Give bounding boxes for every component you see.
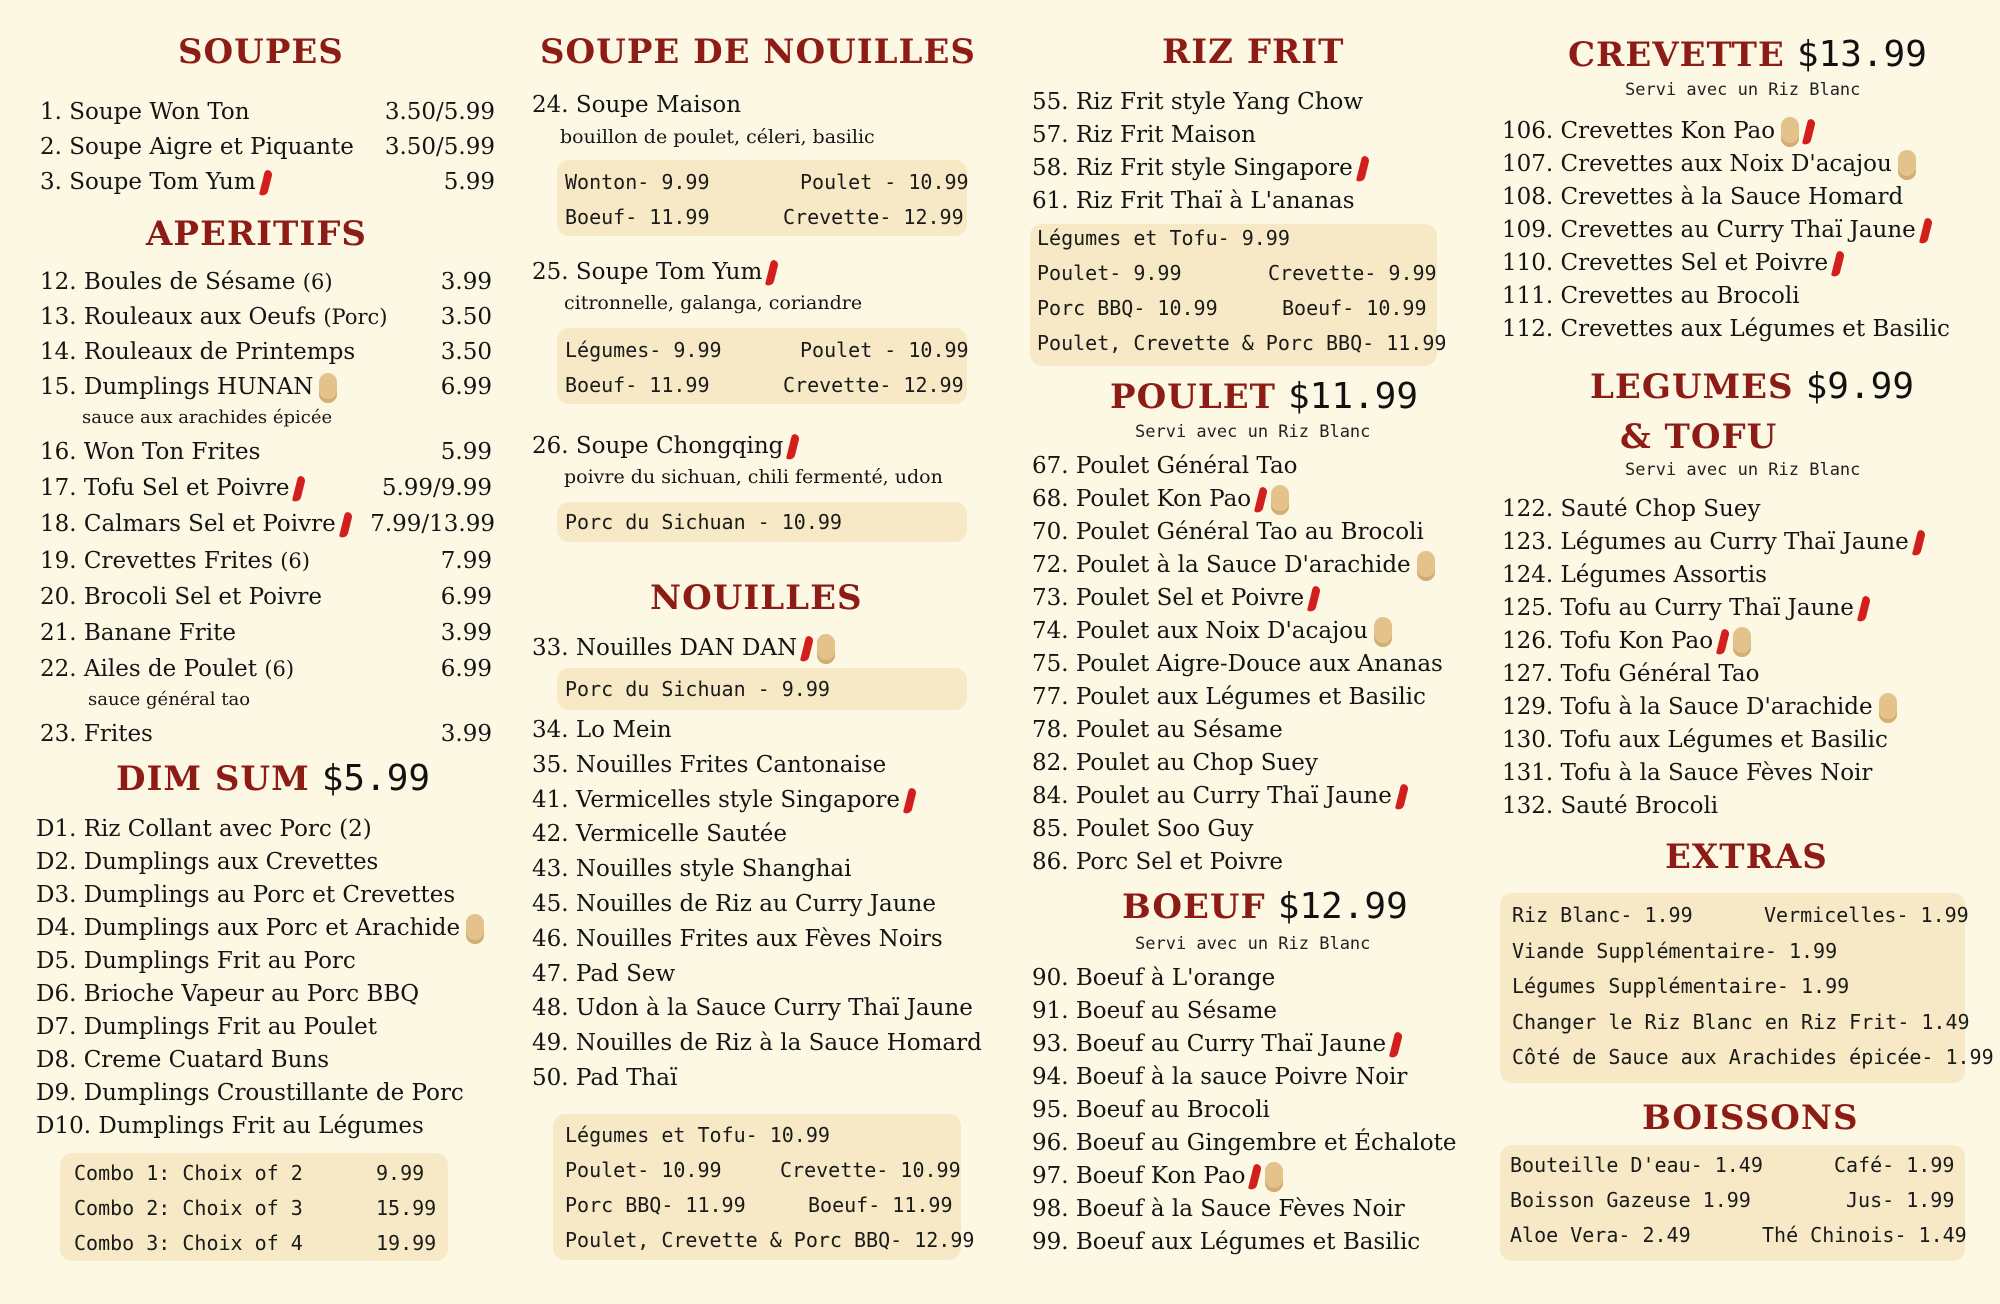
menu-item: 35. Nouilles Frites Cantonaise (532, 751, 887, 778)
menu-item: D4. Dumplings aux Porc et Arachide (36, 912, 484, 944)
menu-item: 41. Vermicelles style Singapore (532, 784, 914, 816)
menu-item: 15. Dumplings HUNAN 6.99 (40, 371, 492, 403)
menu-item: 68. Poulet Kon Pao (1032, 483, 1289, 515)
option: Vermicelles- 1.99 (1764, 903, 1969, 927)
legumes-heading: LEGUMES $9.99 (1590, 366, 1914, 407)
menu-item: 26. Soupe Chongqing (532, 430, 797, 462)
chili-icon (786, 433, 800, 460)
menu-item: 106. Crevettes Kon Pao (1502, 115, 1813, 147)
option: Wonton- 9.99 (565, 170, 710, 194)
menu-item: 112. Crevettes aux Légumes et Basilic (1502, 316, 1950, 342)
option: Légumes- 9.99 (565, 338, 722, 362)
option: Poulet- 9.99 (1037, 261, 1182, 285)
item-description: bouillon de poulet, céleri, basilic (560, 126, 875, 148)
menu-item: 42. Vermicelle Sautée (532, 821, 788, 848)
menu-item: 86. Porc Sel et Poivre (1032, 849, 1284, 875)
option: Boeuf- 11.99 (565, 373, 710, 397)
menu-item: 45. Nouilles de Riz au Curry Jaune (532, 891, 936, 917)
menu-item: 22. Ailes de Poulet (6) 6.99 (40, 656, 492, 682)
menu-item: 75. Poulet Aigre-Douce aux Ananas (1032, 651, 1443, 677)
option: Jus- 1.99 (1846, 1188, 1955, 1212)
menu-item: 34. Lo Mein (532, 717, 672, 743)
boissons-heading: BOISSONS (1642, 1098, 1859, 1138)
menu-item: 122. Sauté Chop Suey (1502, 496, 1761, 522)
menu-item: 108. Crevettes à la Sauce Homard (1502, 184, 1904, 210)
menu-item: 2. Soupe Aigre et Piquante 3.50/5.99 (40, 134, 495, 160)
peanut-icon (1781, 117, 1799, 147)
menu-item: 85. Poulet Soo Guy (1032, 816, 1254, 842)
menu-item: 49. Nouilles de Riz à la Sauce Homard (532, 1030, 982, 1057)
option: Crevette- 9.99 (1268, 261, 1437, 285)
menu-item: 111. Crevettes au Brocoli (1502, 283, 1800, 309)
chili-icon (292, 475, 306, 502)
peanut-icon (1879, 693, 1897, 723)
menu-item: 130. Tofu aux Légumes et Basilic (1502, 727, 1888, 753)
menu-item: D9. Dumplings Croustillante de Porc (36, 1080, 464, 1106)
option: Porc BBQ- 11.99 (565, 1193, 746, 1217)
option: Boeuf- 11.99 (565, 205, 710, 229)
option: Boeuf- 11.99 (808, 1193, 953, 1217)
menu-item: 50. Pad Thaï (532, 1065, 678, 1091)
chili-icon (339, 511, 353, 538)
menu-item: D3. Dumplings au Porc et Crevettes (36, 882, 456, 908)
menu-item: 47. Pad Sew (532, 960, 676, 987)
menu-item: 14. Rouleaux de Printemps 3.50 (40, 339, 492, 365)
item-note: sauce aux arachides épicée (82, 407, 333, 428)
menu-item: 82. Poulet au Chop Suey (1032, 750, 1318, 776)
menu-item: 46. Nouilles Frites aux Fèves Noirs (532, 925, 943, 952)
option: Riz Blanc- 1.99 (1512, 903, 1693, 927)
menu-item: 55. Riz Frit style Yang Chow (1032, 89, 1364, 115)
option: Changer le Riz Blanc en Riz Frit- 1.49 (1512, 1009, 1970, 1034)
menu-item: 24. Soupe Maison (532, 92, 742, 118)
menu-item: 97. Boeuf Kon Pao (1032, 1160, 1283, 1192)
chili-icon (1919, 217, 1933, 244)
option: Crevette- 12.99 (783, 205, 964, 229)
chili-icon (1307, 585, 1321, 612)
option: Bouteille D'eau- 1.49 (1510, 1153, 1763, 1177)
menu-item: 91. Boeuf au Sésame (1032, 998, 1278, 1024)
menu-item: 96. Boeuf au Gingembre et Échalote (1032, 1130, 1457, 1156)
menu-item: 19. Crevettes Frites (6) 7.99 (40, 548, 492, 574)
menu-item: 98. Boeuf à la Sauce Fèves Noir (1032, 1196, 1405, 1222)
chili-icon (1802, 118, 1816, 145)
menu-item: 127. Tofu Général Tao (1502, 661, 1760, 687)
option: Combo 2: Choix of 3 (74, 1196, 303, 1220)
option: Poulet- 10.99 (565, 1158, 722, 1182)
peanut-icon (319, 373, 337, 403)
option: Viande Supplémentaire- 1.99 (1512, 938, 1838, 963)
legumes-subtitle: Servi avec un Riz Blanc (1625, 460, 1861, 480)
menu-item: 57. Riz Frit Maison (1032, 122, 1256, 148)
menu-item: 110. Crevettes Sel et Poivre (1502, 247, 1842, 279)
option: Boisson Gazeuse 1.99 (1510, 1188, 1751, 1212)
menu-item: 74. Poulet aux Noix D'acajou (1032, 615, 1392, 647)
item-description: citronnelle, galanga, coriandre (564, 292, 863, 314)
menu-item: 126. Tofu Kon Pao (1502, 625, 1751, 657)
menu-item: 3. Soupe Tom Yum 5.99 (40, 169, 495, 195)
soupes-heading: SOUPES (178, 32, 344, 72)
peanut-icon (1271, 485, 1289, 515)
chili-icon (800, 635, 814, 662)
menu-item: 131. Tofu à la Sauce Fèves Noir (1502, 760, 1873, 786)
menu-item: 13. Rouleaux aux Oeufs (Porc) 3.50 (40, 304, 492, 330)
menu-item: D10. Dumplings Frit au Légumes (36, 1113, 424, 1139)
menu-item: D1. Riz Collant avec Porc (2) (36, 816, 372, 842)
option: 15.99 (376, 1196, 437, 1220)
chili-icon (903, 787, 917, 814)
menu-item: 43. Nouilles style Shanghai (532, 856, 852, 883)
peanut-icon (466, 914, 484, 944)
menu-item: 125. Tofu au Curry Thaï Jaune (1502, 592, 1868, 624)
menu-item: 67. Poulet Général Tao (1032, 453, 1298, 479)
boeuf-subtitle: Servi avec un Riz Blanc (1135, 934, 1371, 954)
peanut-icon (1733, 627, 1751, 657)
menu-item: 58. Riz Frit style Singapore (1032, 152, 1367, 184)
aperitifs-heading: APERITIFS (146, 214, 367, 254)
option: Poulet, Crevette & Porc BBQ- 11.99 (1037, 331, 1447, 355)
menu-item: 17. Tofu Sel et Poivre 5.99/9.99 (40, 475, 492, 501)
peanut-icon (1417, 551, 1435, 581)
option: Combo 3: Choix of 4 (74, 1231, 303, 1255)
option: Porc BBQ- 10.99 (1037, 296, 1218, 320)
crevette-subtitle: Servi avec un Riz Blanc (1625, 80, 1861, 100)
chili-icon (1248, 1163, 1262, 1190)
menu-item: D5. Dumplings Frit au Porc (36, 948, 356, 974)
chili-icon (1912, 529, 1926, 556)
menu-item: 124. Légumes Assortis (1502, 562, 1767, 588)
peanut-icon (817, 634, 835, 664)
menu-item: 20. Brocoli Sel et Poivre 6.99 (40, 584, 492, 610)
menu-item: 94. Boeuf à la sauce Poivre Noir (1032, 1064, 1408, 1090)
menu-item: 73. Poulet Sel et Poivre (1032, 582, 1318, 614)
menu-item: D6. Brioche Vapeur au Porc BBQ (36, 981, 420, 1007)
riz-frit-heading: RIZ FRIT (1162, 32, 1345, 72)
chili-icon (1254, 486, 1268, 513)
option: Poulet - 10.99 (800, 338, 969, 362)
menu-item: 99. Boeuf aux Légumes et Basilic (1032, 1229, 1421, 1255)
option: Café- 1.99 (1834, 1153, 1955, 1177)
menu-item: D7. Dumplings Frit au Poulet (36, 1014, 377, 1040)
option: 9.99 (376, 1161, 425, 1185)
chili-icon (1716, 628, 1730, 655)
option: Poulet, Crevette & Porc BBQ- 12.99 (565, 1228, 975, 1252)
menu-item: 90. Boeuf à L'orange (1032, 965, 1276, 991)
menu-item: D2. Dumplings aux Crevettes (36, 849, 379, 875)
dimsum-heading: DIM SUM $5.99 (116, 758, 431, 799)
chili-icon (1831, 250, 1845, 277)
menu-item: 132. Sauté Brocoli (1502, 793, 1719, 819)
option: Crevette- 12.99 (783, 373, 964, 397)
legumes-heading-2: & TOFU (1620, 417, 1778, 457)
item-note: sauce général tao (88, 689, 251, 710)
option: Crevette- 10.99 (780, 1158, 961, 1182)
option: Porc du Sichuan - 9.99 (565, 677, 830, 701)
option: 19.99 (376, 1231, 437, 1255)
option: Porc du Sichuan - 10.99 (565, 510, 842, 534)
option: Aloe Vera- 2.49 (1510, 1223, 1691, 1247)
menu-item: 123. Légumes au Curry Thaï Jaune (1502, 526, 1923, 558)
menu-item: 70. Poulet Général Tao au Brocoli (1032, 519, 1424, 545)
extras-heading: EXTRAS (1665, 837, 1828, 877)
poulet-subtitle: Servi avec un Riz Blanc (1135, 422, 1371, 442)
menu-item: 18. Calmars Sel et Poivre 7.99/13.99 (40, 511, 495, 537)
menu-item: 78. Poulet au Sésame (1032, 717, 1283, 743)
soupe-nouilles-heading: SOUPE DE NOUILLES (540, 32, 976, 72)
menu-item: 1. Soupe Won Ton 3.50/5.99 (40, 99, 495, 125)
peanut-icon (1898, 150, 1916, 180)
menu-item: 21. Banane Frite 3.99 (40, 620, 492, 646)
menu-item: 77. Poulet aux Légumes et Basilic (1032, 684, 1426, 710)
menu-item: 23. Frites 3.99 (40, 721, 492, 747)
menu-item: 12. Boules de Sésame (6) 3.99 (40, 269, 492, 295)
menu-item: 129. Tofu à la Sauce D'arachide (1502, 691, 1897, 723)
menu-item: 84. Poulet au Curry Thaï Jaune (1032, 780, 1406, 812)
nouilles-heading: NOUILLES (650, 578, 863, 618)
option: Boeuf- 10.99 (1282, 296, 1427, 320)
chili-icon (765, 259, 779, 286)
chili-icon (1356, 155, 1370, 182)
boeuf-heading: BOEUF $12.99 (1122, 886, 1408, 927)
chili-icon (1395, 783, 1409, 810)
menu-item: 95. Boeuf au Brocoli (1032, 1097, 1270, 1123)
menu-item: 107. Crevettes aux Noix D'acajou (1502, 148, 1916, 180)
option: Côté de Sauce aux Arachides épicée- 1.99 (1512, 1045, 1994, 1069)
crevette-heading: CREVETTE $13.99 (1568, 34, 1927, 75)
option: Légumes et Tofu- 9.99 (1037, 226, 1290, 250)
menu-item: 48. Udon à la Sauce Curry Thaï Jaune (532, 995, 973, 1022)
peanut-icon (1265, 1162, 1283, 1192)
poulet-heading: POULET $11.99 (1110, 376, 1419, 417)
menu-item: 33. Nouilles DAN DAN (532, 632, 835, 664)
menu-item: 93. Boeuf au Curry Thaï Jaune (1032, 1028, 1400, 1060)
option: Combo 1: Choix of 2 (74, 1161, 303, 1185)
item-description: poivre du sichuan, chili fermenté, udon (564, 466, 943, 488)
menu-item: 25. Soupe Tom Yum (532, 256, 776, 288)
option: Légumes Supplémentaire- 1.99 (1512, 974, 1850, 998)
option: Poulet - 10.99 (800, 170, 969, 194)
peanut-icon (1374, 617, 1392, 647)
menu-item: 72. Poulet à la Sauce D'arachide (1032, 549, 1435, 581)
menu-item: 109. Crevettes au Curry Thaï Jaune (1502, 214, 1930, 246)
chili-icon (1857, 595, 1871, 622)
chili-icon (259, 169, 273, 196)
menu-item: D8. Creme Cuatard Buns (36, 1047, 330, 1073)
chili-icon (1389, 1031, 1403, 1058)
option: Légumes et Tofu- 10.99 (565, 1123, 830, 1147)
menu-item: 16. Won Ton Frites 5.99 (40, 439, 492, 465)
option: Thé Chinois- 1.49 (1762, 1223, 1967, 1247)
menu-item: 61. Riz Frit Thaï à L'ananas (1032, 188, 1355, 214)
